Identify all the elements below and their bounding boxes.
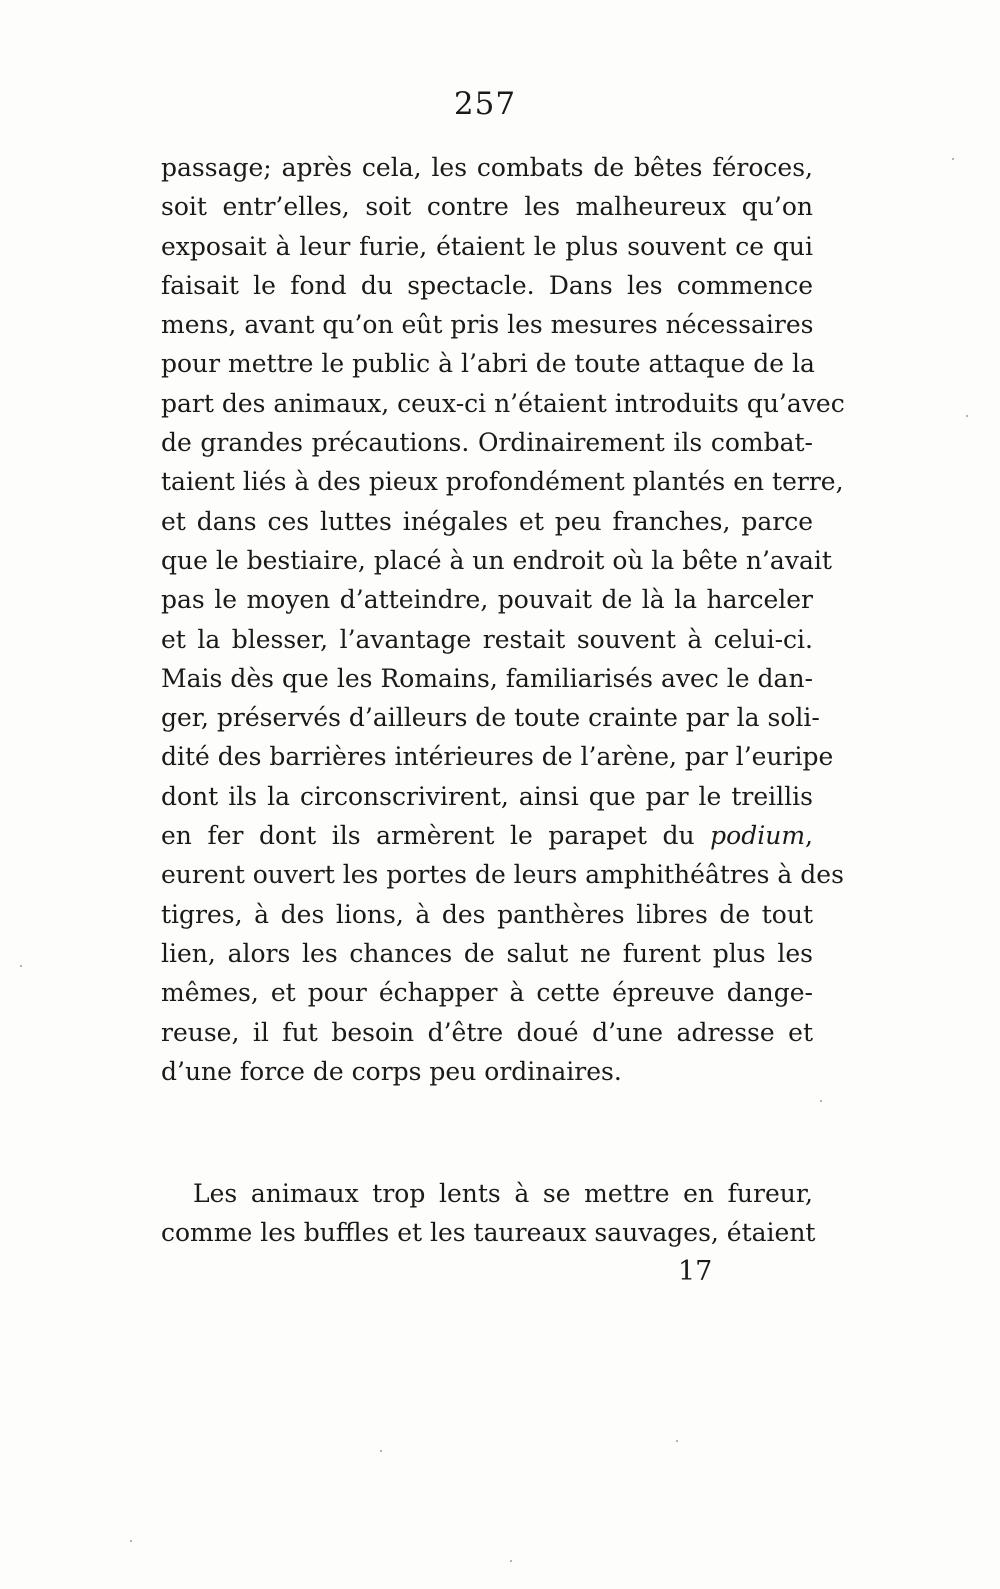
signature-mark: 17 (678, 1256, 713, 1287)
text-line: dité des barrières intérieures de l’arène, par l’euripe (161, 742, 834, 772)
paper-speck (380, 1450, 382, 1452)
text-line: Les animaux trop lents à se mettre en fureur, (193, 1179, 813, 1208)
text-line: comme les buffles et les taureaux sauvages, étaient (161, 1218, 816, 1248)
text-line: ger, préservés d’ailleurs de toute crainte par la soli- (161, 703, 820, 733)
text-line: eurent ouvert les portes de leurs amphithéâtres à des (161, 860, 844, 890)
text-line: Mais dès que les Romains, familiarisés avec le dan- (161, 663, 813, 693)
text-line: faisait le fond du spectacle. Dans les commence (161, 270, 813, 300)
text-line: pour mettre le public à l’abri de toute attaque de la (161, 349, 815, 379)
text-fragment: en fer dont ils armèrent le parapet du (161, 821, 711, 851)
text-line: et la blesser, l’avantage restait souvent à celui-ci. (161, 624, 813, 654)
text-line: mens, avant qu’on eût pris les mesures nécessaires (161, 310, 814, 340)
text-line: reuse, il fut besoin d’être doué d’une adresse et (161, 1017, 813, 1047)
text-fragment: , (805, 821, 813, 851)
paper-speck (20, 965, 22, 967)
text-line: dont ils la circonscrivirent, ainsi que par le treillis (161, 781, 813, 811)
paper-speck (510, 1560, 512, 1562)
paper-speck (966, 415, 968, 417)
text-line: tigres, à des lions, à des panthères libres de tout (161, 899, 813, 929)
text-line: soit entr’elles, soit contre les malheureux qu’on (161, 192, 813, 222)
text-line: mêmes, et pour échapper à cette épreuve dange- (161, 978, 813, 1008)
text-line: et dans ces luttes inégales et peu franches, parce (161, 506, 813, 536)
text-line: d’une force de corps peu ordinaires. (161, 1056, 622, 1086)
text-line: de grandes précautions. Ordinairement ils combat- (161, 428, 813, 458)
paper-speck (130, 1540, 132, 1542)
text-line: passage; après cela, les combats de bêtes féroces, (161, 153, 813, 182)
paper-speck (820, 1100, 822, 1102)
paragraph-2 (161, 1174, 816, 1253)
text-line: taient liés à des pieux profondément plantés en terre, (161, 467, 844, 497)
text-line: part des animaux, ceux-ci n’étaient introduits qu’avec (161, 388, 845, 418)
paragraph-1 (161, 148, 845, 1091)
text-line: lien, alors les chances de salut ne furent plus les (161, 938, 813, 968)
page-number: 257 (453, 86, 517, 122)
text-line: pas le moyen d’atteindre, pouvait de là la harceler (161, 585, 813, 615)
text-line-podium (161, 816, 813, 855)
text-line: que le bestiaire, placé à un endroit où la bête n’avait (161, 545, 832, 575)
text-line: exposait à leur furie, étaient le plus souvent ce qui (161, 231, 813, 261)
italic-term: podium (710, 821, 806, 851)
paper-speck (676, 1440, 678, 1442)
paper-speck (952, 158, 954, 160)
